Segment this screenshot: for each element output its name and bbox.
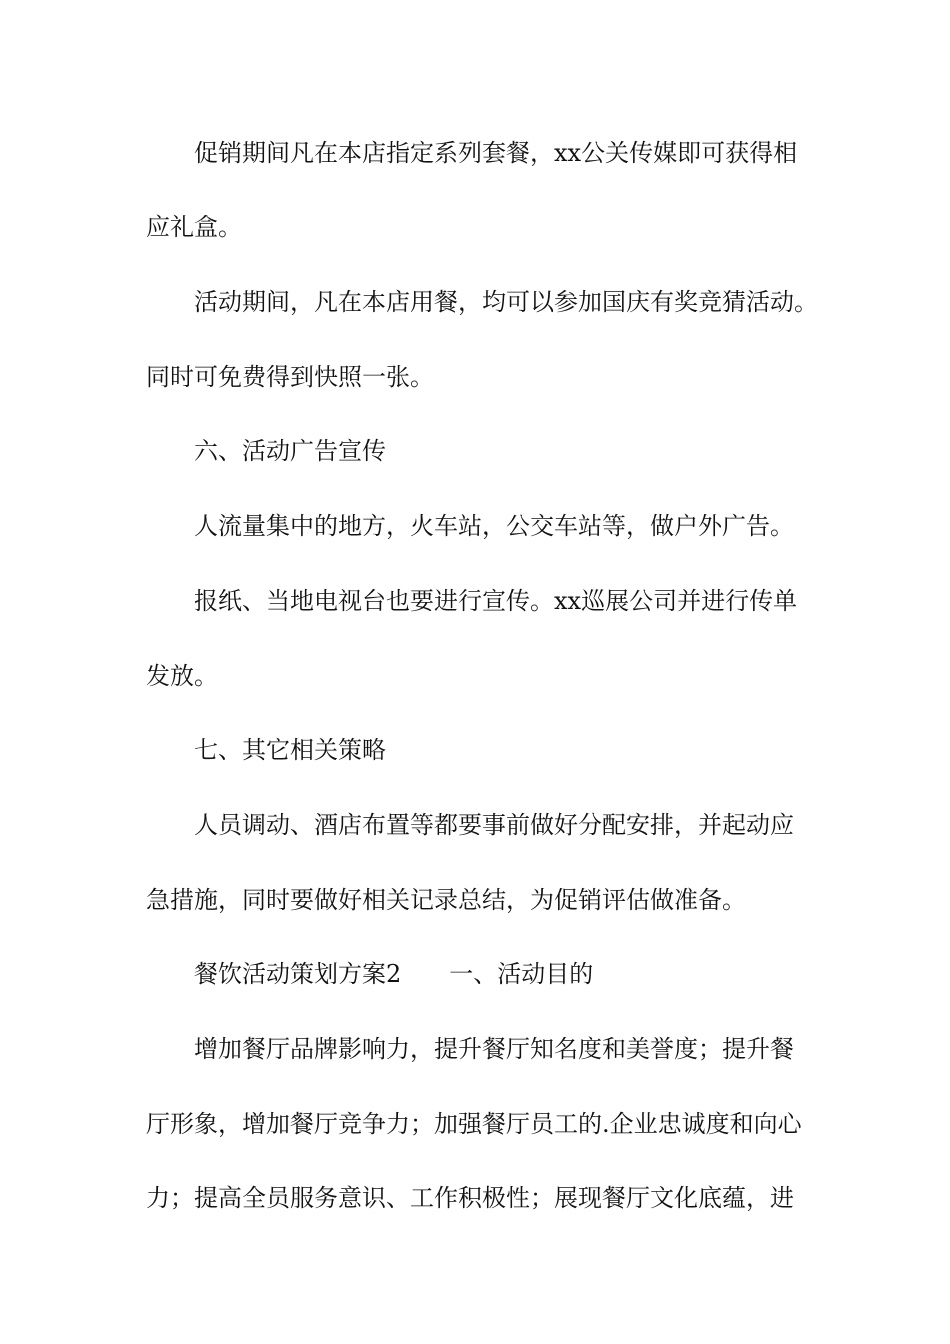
section-heading: 餐饮活动策划方案2 一、活动目的 [194,960,594,988]
paragraph-line: 促销期间凡在本店指定系列套餐，xx公关传媒即可获得相 [194,139,798,167]
paragraph-line: 报纸、当地电视台也要进行宣传。xx巡展公司并进行传单 [194,587,798,615]
paragraph-line: 力；提高全员服务意识、工作积极性；展现餐厅文化底蕴，进 [146,1184,794,1212]
paragraph-line: 发放。 [146,662,218,690]
paragraph-line: 急措施，同时要做好相关记录总结，为促销评估做准备。 [146,886,746,914]
section-heading: 七、其它相关策略 [194,736,386,764]
paragraph-line: 活动期间，凡在本店用餐，均可以参加国庆有奖竞猜活动。 [194,288,818,316]
paragraph-line: 人流量集中的地方，火车站，公交车站等，做户外广告。 [194,512,794,540]
paragraph-line: 同时可免费得到快照一张。 [146,363,434,391]
paragraph-line: 人员调动、酒店布置等都要事前做好分配安排，并起动应 [194,811,794,839]
section-heading: 六、活动广告宣传 [194,437,386,465]
paragraph-line: 应礼盒。 [146,213,242,241]
paragraph-line: 增加餐厅品牌影响力，提升餐厅知名度和美誉度；提升餐 [194,1035,794,1063]
paragraph-line: 厅形象，增加餐厅竞争力；加强餐厅员工的.企业忠诚度和向心 [146,1110,802,1138]
